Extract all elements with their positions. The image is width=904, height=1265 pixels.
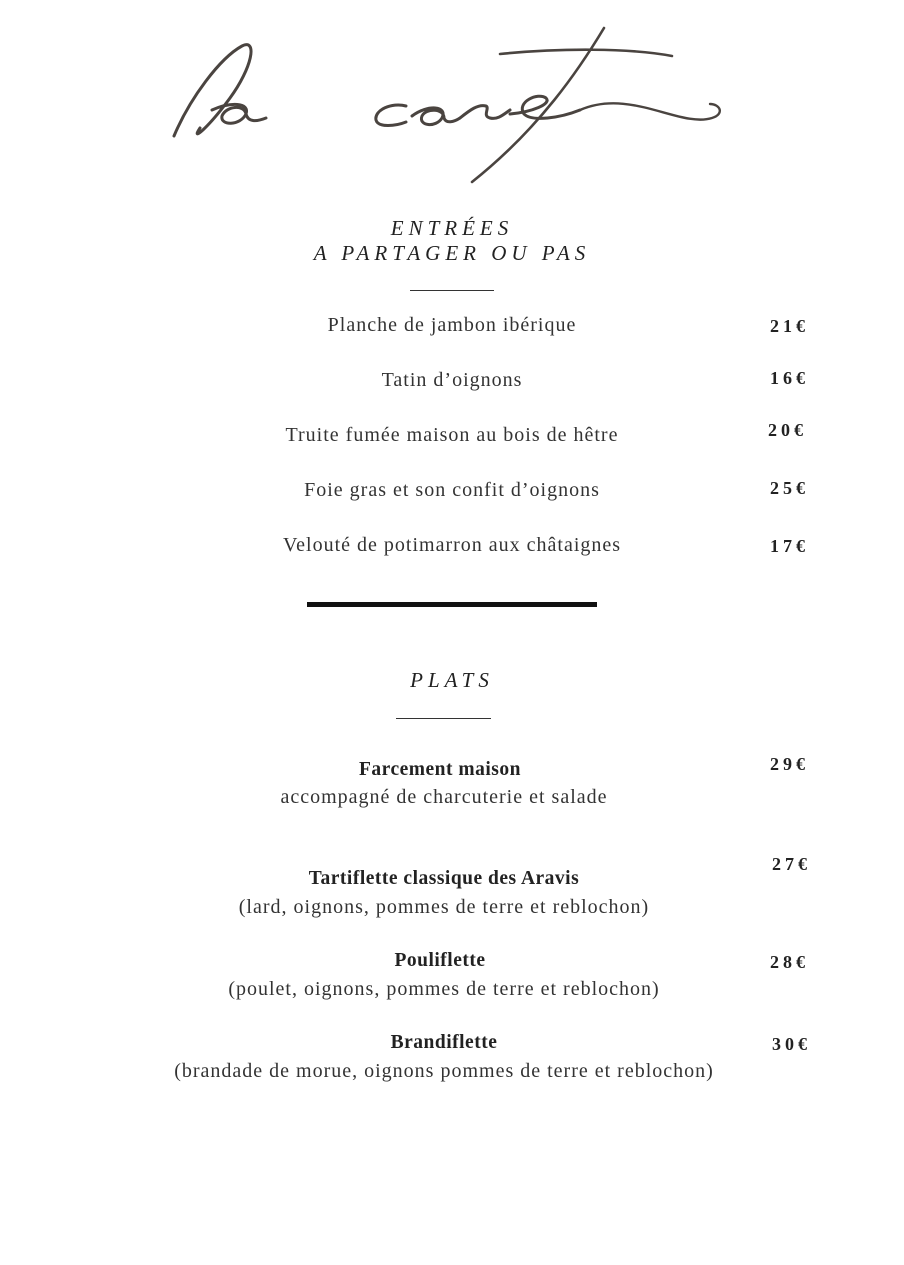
dish-description: (poulet, oignons, pommes de terre et reblochon) [228,978,660,1000]
menu-item-price: 17€ [770,536,809,556]
entrees-title-line1: ENTRÉES [390,216,514,240]
dish-name: Farcement maison [359,759,521,780]
dish-description: (lard, oignons, pommes de terre et reblochon) [238,896,650,918]
entrees-title-divider [410,290,494,291]
menu-item-name: Foie gras et son confit d’oignons [304,479,600,501]
dish-price: 27€ [772,854,811,874]
dish-price: 29€ [770,754,809,774]
dish-price: 28€ [770,952,809,972]
dish-description: (brandade de morue, oignons pommes de terre et reblochon) [174,1060,714,1082]
entrees-title-line2: A PARTAGER OU PAS [313,241,591,265]
dish-name: Tartiflette classique des Aravis [308,868,580,889]
menu-item-price: 20€ [768,420,807,440]
dish-description: accompagné de charcuterie et salade [280,786,608,808]
plats-title: PLATS [410,668,494,692]
menu-item-name: Planche de jambon ibérique [327,314,577,336]
plats-title-divider [396,718,491,719]
menu-item-name: Truite fumée maison au bois de hêtre [285,424,619,446]
section-divider [307,602,597,607]
dish-name: Pouliflette [394,950,486,971]
menu-item-price: 25€ [770,478,809,498]
dish-name: Brandiflette [390,1032,498,1053]
menu-item-price: 16€ [770,368,809,388]
la-carte-script-logo [160,18,740,198]
dish-price: 30€ [772,1034,811,1054]
menu-item-price: 21€ [770,316,809,336]
menu-item-name: Velouté de potimarron aux châtaignes [282,534,622,556]
menu-item-name: Tatin d’oignons [381,369,523,391]
